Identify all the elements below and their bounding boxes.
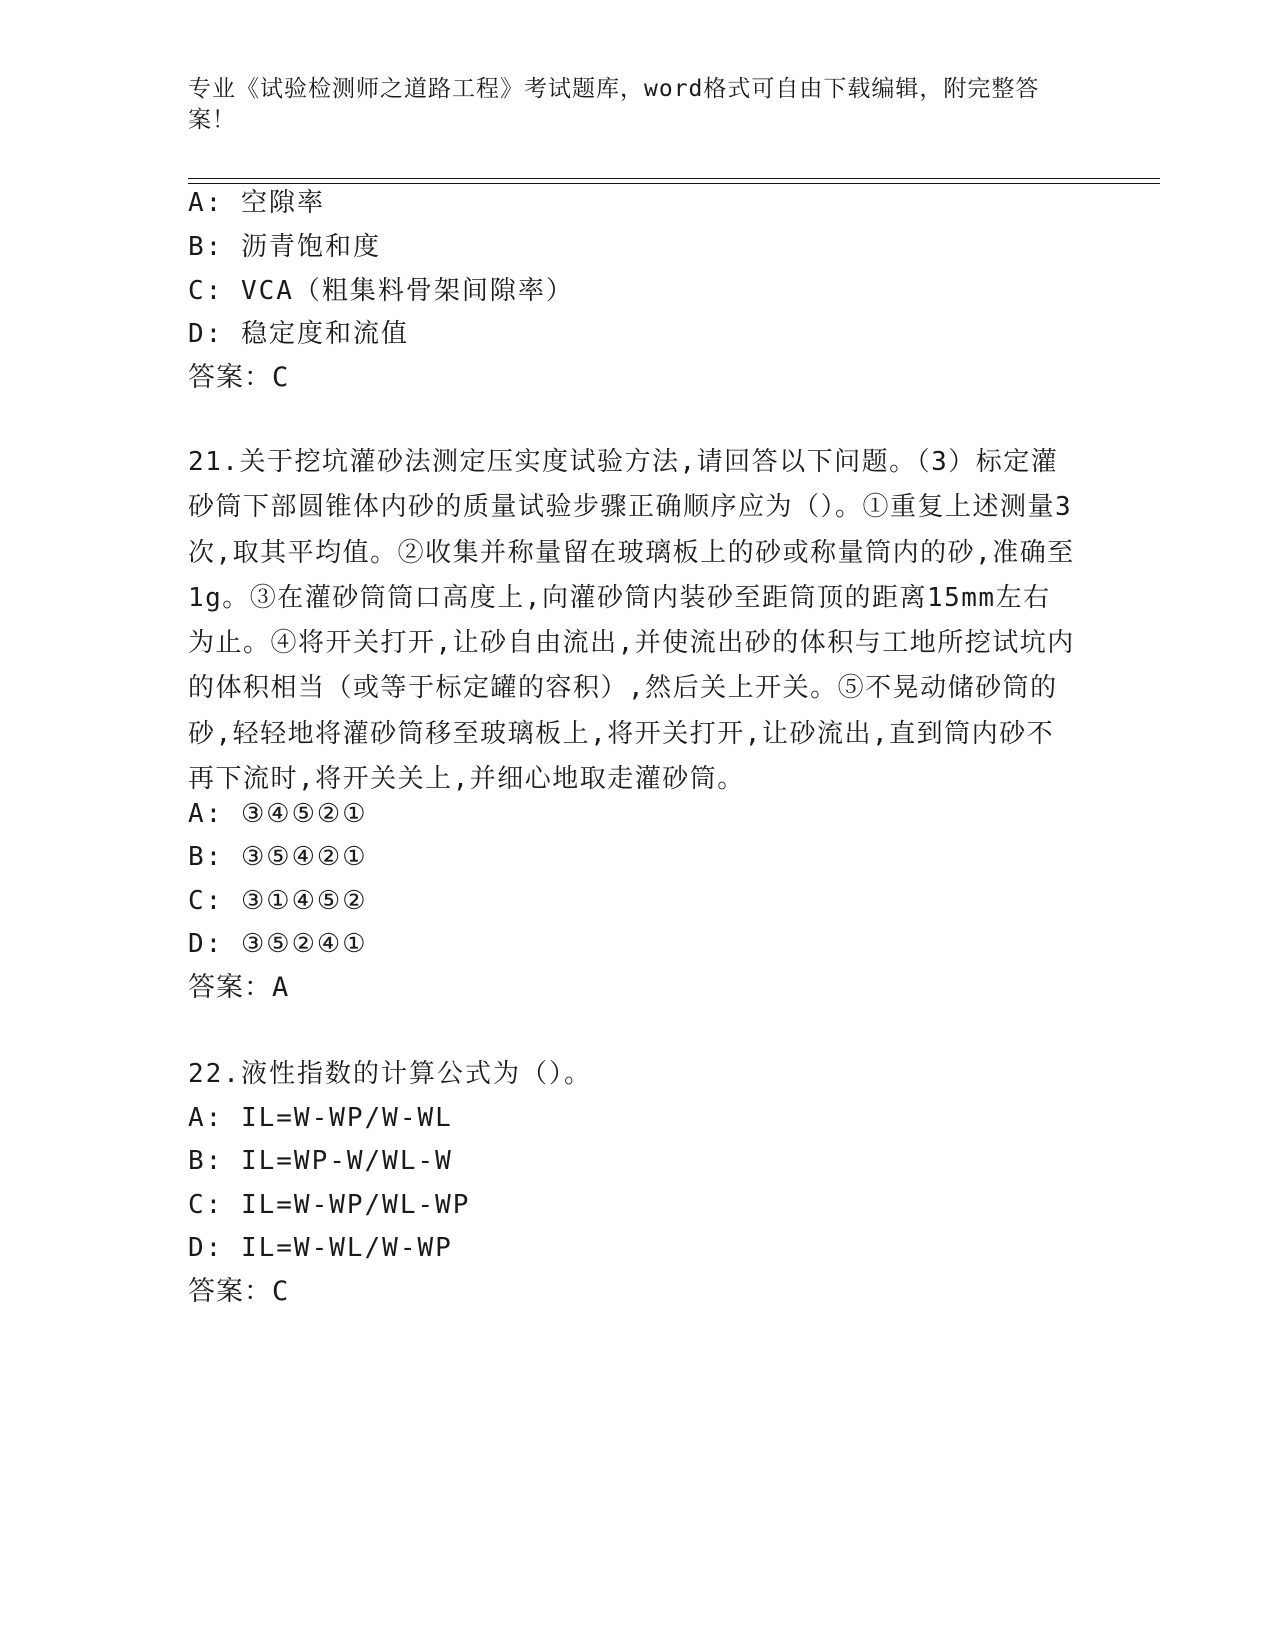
q22-option-d: D: IL=W-WL/W-WP [188,1233,453,1263]
q21-option-c: C: ③①④⑤② [188,886,368,916]
header-divider-top [188,178,1160,179]
q21-question: 21.关于挖坑灌砂法测定压实度试验方法,请回答以下问题。（3）标定灌砂筒下部圆锥体内砂的质量试验步骤正确顺序应为（）。①重复上述测量3次,取其平均值。②收集并称量留在玻璃板上的砂或称量筒内的砂,准确至1g。③在灌砂筒筒口高度上,向灌砂筒内装砂至距筒顶的距离15mm左右为止。④将开关打开,让砂自由流出,并使流出砂的体积与工地所挖试坑内的体积相当（或等于标定罐的容积）,然后关上开关。⑤不晃动储砂筒的砂,轻轻地将灌砂筒移至玻璃板上,将开关打开,让砂流出,直到筒内砂不再下流时,将开关关上,并细心地取走灌砂筒。 [188,447,1075,795]
q21-answer: 答案：A [188,972,290,1003]
q22-option-c: C: IL=W-WP/WL-WP [188,1190,471,1220]
q22-question: 22.液性指数的计算公式为（）。 [188,1059,592,1089]
q20-option-a: A: 空隙率 [188,188,325,218]
document-header: 专业《试验检测师之道路工程》考试题库，word格式可自由下载编辑，附完整答案！ [188,76,1040,133]
q21-option-a: A: ③④⑤②① [188,799,368,829]
q22-option-a: A: IL=W-WP/W-WL [188,1103,453,1133]
q22-answer: 答案：C [188,1276,290,1307]
q20-option-d: D: 稳定度和流值 [188,319,409,349]
q20-option-c: C: VCA（粗集料骨架间隙率） [188,276,574,306]
q22-option-b: B: IL=WP-W/WL-W [188,1146,453,1176]
header-divider-bottom [188,183,1160,184]
q21-option-d: D: ③⑤②④① [188,929,368,959]
q21-option-b: B: ③⑤④②① [188,842,368,872]
q20-answer: 答案：C [188,362,290,393]
q20-option-b: B: 沥青饱和度 [188,232,381,262]
